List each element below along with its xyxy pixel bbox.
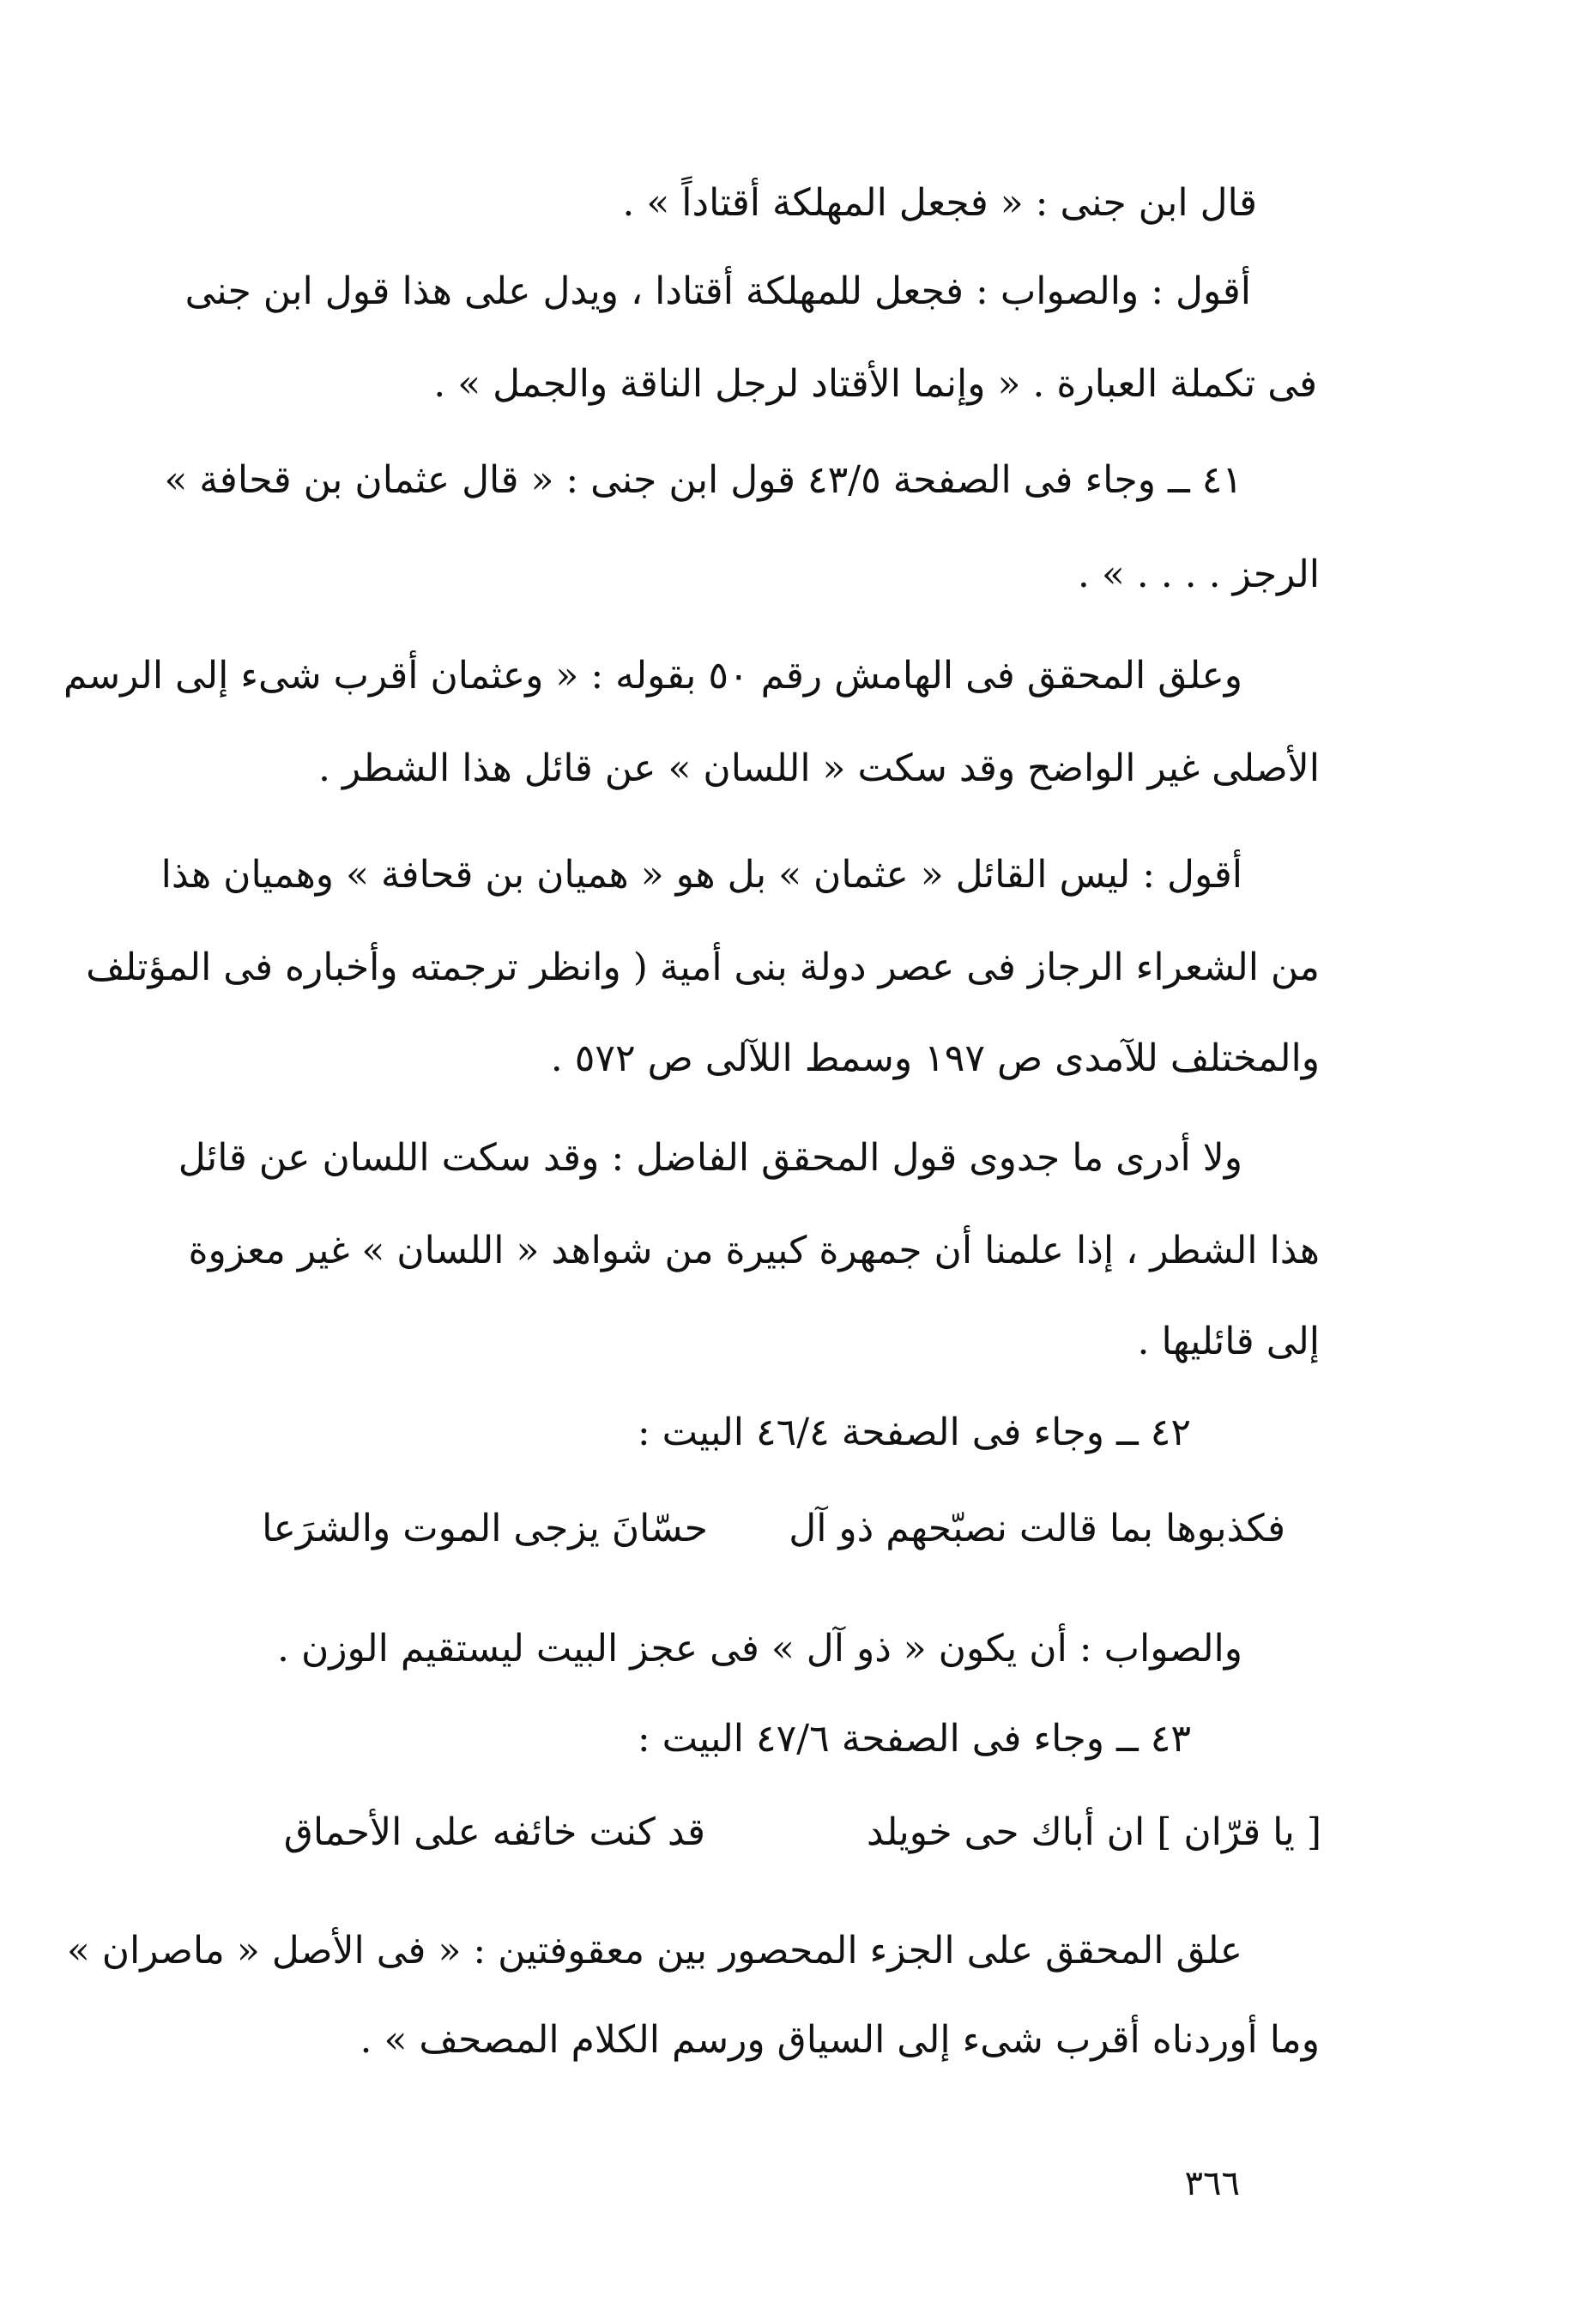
text-line: قال ابن جنى : « فجعل المهلكة أقتاداً » .: [622, 181, 1257, 225]
verse-second-hemistich: حسّانَ يزجى الموت والشرَعا: [262, 1507, 708, 1550]
text-line: من الشعراء الرجاز فى عصر دولة بنى أمية ( وانظر ترجمته وأخباره فى المؤتلف: [86, 946, 1320, 989]
text-line: الرجز . . . . » .: [1077, 553, 1320, 596]
text-line: ولا أدرى ما جدوى قول المحقق الفاضل : وقد سكت اللسان عن قائل: [178, 1136, 1242, 1180]
text-line: علق المحقق على الجزء المحصور بين معقوفتين : « فى الأصل « ماصران »: [66, 1929, 1242, 1973]
text-line: هذا الشطر ، إذا علمنا أن جمهرة كبيرة من شواهد « اللسان » غير معزوة: [188, 1229, 1320, 1272]
text-line: ٤١ ــ وجاء فى الصفحة ٤٣/٥ قول ابن جنى : « قال عثمان بن قحافة »: [164, 458, 1242, 502]
text-line: ٤٢ ــ وجاء فى الصفحة ٤٦/٤ البيت :: [637, 1411, 1191, 1454]
text-line: والصواب : أن يكون « ذو آل » فى عجز البيت ليستقيم الوزن .: [276, 1627, 1242, 1671]
text-line: الأصلى غير الواضح وقد سكت « اللسان » عن قائل هذا الشطر .: [318, 746, 1320, 790]
text-line: أقول : ليس القائل « عثمان » بل هو « هميان بن قحافة » وهميان هذا: [160, 853, 1242, 897]
text-line: وما أوردناه أقرب شىء إلى السياق ورسم الكلام المصحف » .: [360, 2018, 1320, 2062]
verse-second-hemistich: قد كنت خائفه على الأحماق: [283, 1810, 705, 1854]
page-number: ٣٦٦: [1184, 2164, 1240, 2203]
text-line: ٤٣ ــ وجاء فى الصفحة ٤٧/٦ البيت :: [637, 1717, 1191, 1761]
text-line: أقول : والصواب : فجعل للمهلكة أقتادا ، ويدل على هذا قول ابن جنى: [184, 269, 1251, 313]
verse-first-hemistich: فكذبوها بما قالت نصبّحهم ذو آل: [789, 1507, 1285, 1550]
verse-first-hemistich: [ يا قرّان ] ان أباك حى خويلد: [866, 1810, 1321, 1854]
text-line: إلى قائليها .: [1137, 1320, 1320, 1363]
text-line: وعلق المحقق فى الهامش رقم ٥٠ بقوله : « وعثمان أقرب شىء إلى الرسم: [63, 654, 1242, 698]
text-line: والمختلف للآمدى ص ١٩٧ وسمط اللآلى ص ٥٧٢ .: [550, 1036, 1320, 1080]
text-line: فى تكملة العبارة . « وإنما الأقتاد لرجل الناقة والجمل » .: [433, 362, 1317, 406]
